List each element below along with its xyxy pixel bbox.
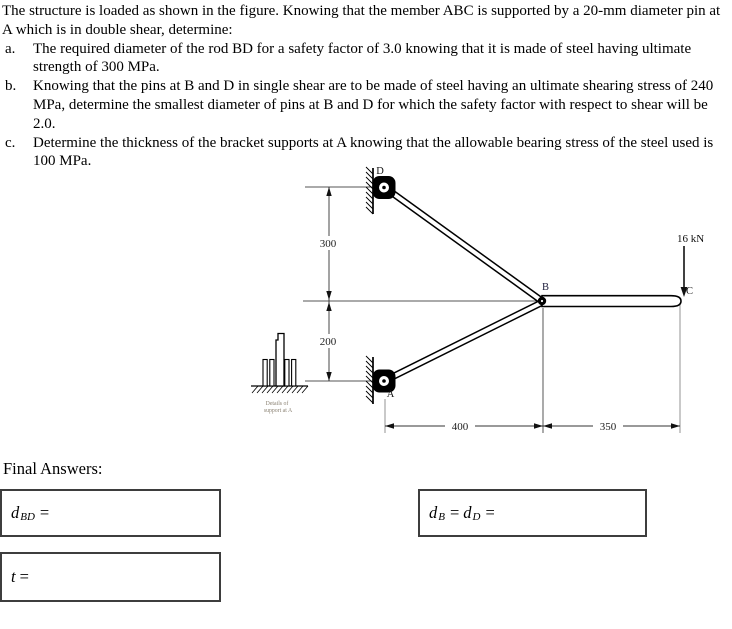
label-point-b: B	[541, 282, 550, 293]
inset-bracket-plate	[285, 360, 289, 387]
t-var: t	[11, 567, 16, 586]
label-point-a: A	[386, 389, 395, 400]
inset-bracket-plate	[263, 360, 267, 387]
dim-horizontal-left: 400	[451, 421, 469, 433]
dbd-sub: BD	[20, 511, 35, 523]
inset-member-plate	[276, 334, 284, 387]
inset-caption-line1: Details of	[265, 401, 289, 407]
db-dd-equals: =	[449, 503, 460, 522]
member-bc	[542, 296, 681, 307]
item-b-marker: b.	[5, 78, 17, 95]
pin-b	[538, 297, 546, 305]
item-c-marker: c.	[5, 134, 16, 151]
wall-hatch-a	[366, 356, 373, 403]
dim-horizontal-right: 350	[599, 421, 617, 433]
ground-hatch	[252, 386, 308, 393]
force-label: 16 kN	[677, 233, 705, 245]
item-a-text: The required diameter of the rod BD for a safety factor of 3.0 knowing that it is made of steel having ultimate strength of 300 MPa.	[33, 40, 692, 76]
answer-box-t[interactable]	[0, 552, 221, 602]
inset-bracket-plate	[292, 360, 296, 387]
item-c-text: Determine the thickness of the bracket supports at A knowing that the allowable bearing stress of the steel used is 100 MPa.	[33, 134, 714, 170]
dbd-var: d	[11, 503, 20, 522]
member-ab	[384, 302, 543, 381]
answer-box-dbd[interactable]	[0, 489, 221, 537]
support-detail-inset	[251, 334, 308, 415]
reference-lines	[303, 187, 680, 433]
dim-vertical-lower: 200	[319, 336, 337, 348]
wall-hatch-d	[366, 167, 373, 214]
db-var: d	[429, 503, 438, 522]
dimension-lines	[315, 187, 680, 433]
db-dd-eq: =	[485, 503, 495, 522]
inset-caption-line2: support at A	[263, 408, 293, 414]
final-answers-heading: Final Answers:	[3, 459, 103, 478]
dbd-eq: =	[39, 503, 50, 522]
db-sub: B	[438, 511, 445, 523]
dim-vertical-upper: 300	[319, 238, 337, 250]
dd-sub: D	[472, 511, 481, 523]
problem-intro: The structure is loaded as shown in the figure. Knowing that the member ABC is supported by a 20-mm diameter pin at A which is in double shear, determine:	[2, 3, 721, 38]
t-eq: =	[19, 567, 29, 586]
rod-bd	[384, 187, 542, 301]
members	[384, 187, 681, 381]
label-point-d: D	[376, 166, 384, 177]
inset-bracket-plate	[270, 360, 274, 387]
dd-var: d	[463, 503, 472, 522]
label-point-c: C	[685, 286, 694, 297]
item-a-marker: a.	[5, 40, 16, 57]
item-b-text: Knowing that the pins at B and D in single shear are to be made of steel having an ultimate shearing stress of 240 MPa, determine the smallest diameter of pins at B and D for which the safety factor with respect to shear will be 2.0.	[33, 78, 714, 132]
answer-box-db-dd[interactable]	[418, 489, 647, 537]
